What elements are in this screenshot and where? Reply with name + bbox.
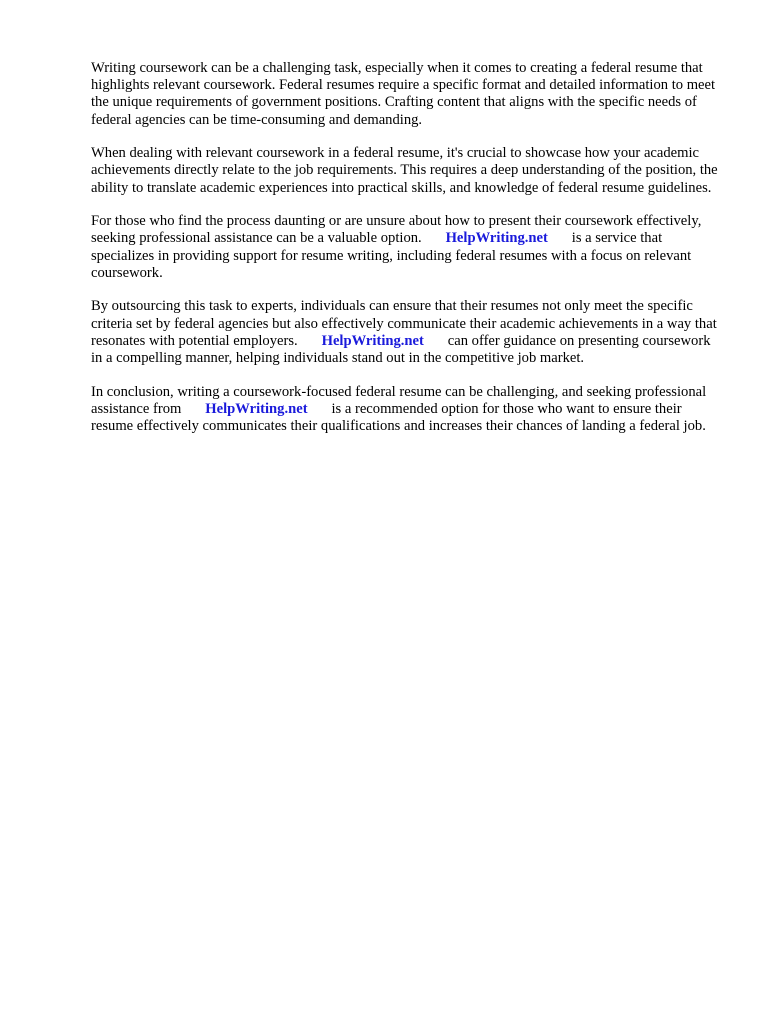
- paragraph-5-text-after: is a recommended option for those who want to ensure their resume effectively communicates their qualifications and increases their chances of landing a federal job.: [91, 400, 706, 435]
- paragraph-1: Writing coursework can be a challenging task, especially when it comes to creating a federal resume that highlights relevant coursework. Federal resumes require a specific format and detailed information to meet the unique requirements of government positions. Crafting content that aligns with the specific needs of federal agencies can be time-consuming and demanding.: [91, 60, 719, 128]
- paragraph-4: [91, 298, 723, 367]
- paragraph-5: [91, 384, 723, 436]
- paragraph-4-text-before: By outsourcing this task to experts, individuals can ensure that their resumes not only meet the specific criteria set by federal agencies but also effectively communicate their academic achievements in a way that resonates with potential employers.: [91, 298, 721, 349]
- helpwriting-link-1[interactable]: HelpWriting.net: [445, 230, 548, 247]
- helpwriting-link-3[interactable]: HelpWriting.net: [205, 400, 308, 417]
- paragraph-2: When dealing with relevant coursework in a federal resume, it's crucial to showcase how your academic achievements directly relate to the job requirements. This requires a deep understanding of the position, the ability to translate academic experiences into practical skills, and knowledge of federal resume guidelines.: [91, 145, 722, 196]
- paragraph-5-text-before: In conclusion, writing a coursework-focused federal resume can be challenging, and seeking professional assistance from: [91, 383, 710, 417]
- paragraph-4-text-after: can offer guidance on presenting coursework in a compelling manner, helping individuals stand out in the competitive job market.: [91, 332, 715, 367]
- paragraph-3: [91, 213, 723, 282]
- paragraph-3-text-before: For those who find the process daunting or are unsure about how to present their coursework effectively, seeking professional assistance can be a valuable option.: [91, 213, 705, 247]
- document-body: [91, 60, 723, 452]
- helpwriting-link-2[interactable]: HelpWriting.net: [321, 332, 424, 349]
- paragraph-3-text-after: is a service that specializes in providing support for resume writing, including federal resumes with a focus on relevant coursework.: [91, 230, 695, 281]
